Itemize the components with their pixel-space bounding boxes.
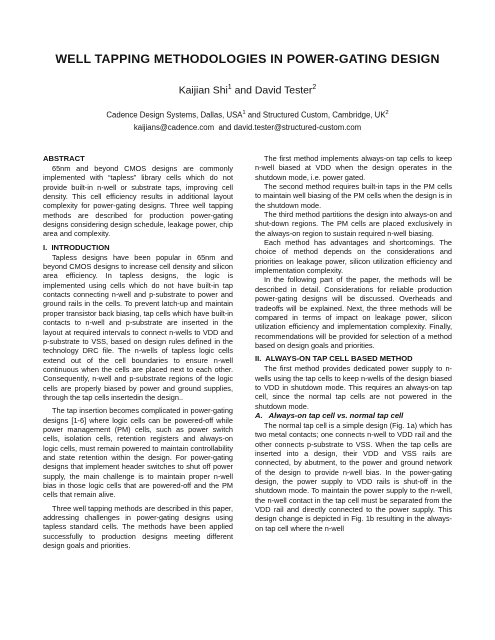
right-paragraph-3: The third method partitions the design into always-on and shut-down regions. The PM cells are placed exclusively in the always-on region to sustain required n-well biasing. — [255, 210, 452, 238]
right-paragraph-5: In the following part of the paper, the methods will be described in detail. Considerations for reliable production power-gating designs will be discussed. Overheads and tradeoffs will be explained. Next, the three methods will be compared in terms of impact on leakage power, silicon utilization efficiency and implementation complexity. Finally, recommendations will be provided for selection of a method based on design goals and priorities. — [255, 275, 452, 350]
affiliation-2: and Structured Custom, Cambridge, UK — [245, 110, 386, 120]
right-paragraph-4: Each method has advantages and shortcomings. The choice of method depends on the considerations and priorities on leakage power, silicon utilization efficiency and implementation complexity. — [255, 238, 452, 276]
subsection-a-paragraph-1: The normal tap cell is a simple design (Fig. 1a) which has two metal contacts; one connects n-well to VDD rail and the other connects p-substrate to VSS. When the tap cells are inserted into a design, their VDD and VSS rails are connected, by abutment, to the power and ground network of the design to provide n-well bias. In the power-gating design, the power supply to VDD rails is shut-off in the shutdown mode. To maintain the power supply to the n-well, the n-well contact in the tap cell must be separated from the VDD rail and directly connected to the power supply. This design change is depicted in Fig. 1b resulting in the always-on tap cell where the n-well — [255, 420, 452, 533]
subsection-a-heading: A. Always-on tap cell vs. normal tap cell — [255, 410, 404, 420]
intro-paragraph-3: Three well tapping methods are described in this paper, addressing challenges in power-gating designs using tapless standard cells. The methods have been applied successfully to production designs meeting different design goals and priorities. — [43, 503, 233, 551]
intro-paragraph-1: Tapless designs have been popular in 65nm and beyond CMOS designs to increase cell density and silicon area efficiency. In tapless designs, the logic is implemented using cells which do not have built-in tap contacts connecting n-well and p-substrate to power and ground rails in the cells. To prevent latch-up and maintain proper transistor back biasing, tap cells which have built-in contacts to n-well and p-substrate are inserted in the layout at required intervals to connect n-wells to VDD and p-substrate to VSS, based on design rules defined in the technology DRC file. The n-wells of tapless logic cells extend out of the cell boundaries to ensure n-well continuous when the cells are placed next to each other. Consequently, n-well and p-substrate regions of the logic cells are properly biased by power and ground supplies, through the tap cells insertedin the design.. — [43, 252, 233, 402]
email-line: kaijians@cadence.com and david.tester@structured-custom.com — [133, 123, 362, 132]
author-2: David Tester — [254, 85, 313, 97]
intro-paragraph-2: The tap insertion becomes complicated in power-gating designs [1-6] where logic cells can be powered-off while power management (PM) cells, such as power switch cells, isolation cells, retention registers and always-on logic cells, must remain powered to maintain controllability and state retention within the design. For power-gating designs that implement header switches to shut off power supply, the main challenge is to maintain proper n-well bias in those logic cells that are powered-off and the PM cells that remain alive. — [43, 406, 233, 500]
right-column — [255, 154, 452, 533]
affiliation-1-mark: 1 — [242, 110, 246, 116]
author-line — [0, 84, 495, 96]
right-paragraph-2: The second method requires built-in taps in the PM cells to maintain well biasing of the PM cells when the design is in the shutdown mode. — [255, 182, 452, 210]
abstract-text: 65nm and beyond CMOS designs are commonly implemented with “tapless” library cells which do not provide built-in n-well or substrate taps, improving cell density. This cell efficiency results in additional layout complexity for power-gating designs. Three well tapping methods are described for production power-gating designs considering design schedule, leakage power, chip area and complexity. — [43, 164, 233, 239]
abstract-heading: ABSTRACT — [43, 154, 85, 163]
left-column — [43, 154, 233, 550]
author-1-affil-mark: 1 — [227, 84, 232, 91]
affiliation-2-mark: 2 — [385, 110, 389, 116]
paper-title: WELL TAPPING METHODOLOGIES IN POWER-GATING DESIGN — [55, 52, 440, 66]
section-2-heading: II. ALWAYS-ON TAP CELL BASED METHOD — [255, 354, 413, 364]
author-1: Kaijian Shi — [178, 85, 228, 97]
affiliation-line — [0, 110, 495, 120]
author-conjunction: and — [231, 85, 255, 97]
intro-heading: I. INTRODUCTION — [43, 242, 110, 252]
right-paragraph-1: The first method implements always-on tap cells to keep n-well biased at VDD when the design operates in the shutdown mode, i.e. power gated. — [255, 154, 452, 182]
author-2-affil-mark: 2 — [312, 84, 317, 91]
section-2-paragraph-1: The first method provides dedicated power supply to n-wells using the tap cells to keep n-wells of the design biased to VDD in shutdown mode. This requires an always-on tap cell, since the normal tap cells are not powered in the shutdown mode. — [255, 364, 452, 411]
affiliation-1: Cadence Design Systems, Dallas, USA — [106, 110, 243, 120]
